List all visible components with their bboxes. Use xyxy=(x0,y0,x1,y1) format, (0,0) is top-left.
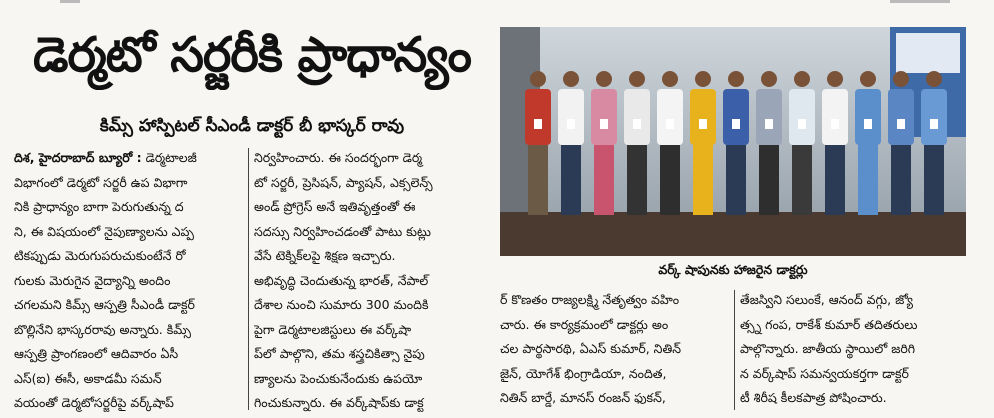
column-4-line: తేజస్విని సలుంకే, ఆనంద్ వగ్గు, జ్యో xyxy=(740,292,913,307)
person-figure xyxy=(822,71,848,215)
person-figure xyxy=(723,71,749,215)
person-figure xyxy=(690,71,716,215)
column-3-line: ర్ కొణతం రాజ్యలక్ష్మి నేతృత్వం వహిం xyxy=(500,292,680,307)
column-divider xyxy=(248,148,249,410)
person-figure xyxy=(789,71,815,215)
column-2-line: పైగా డెర్మటాలజిస్టులు ఈ వర్క్‌షా xyxy=(254,321,412,337)
column-4-line: త్స్న గంప, రాకేశ్ కుమార్ తదితరులు xyxy=(740,316,918,332)
column-2-line: గించుకున్నారు. ఈ వర్క్‌షాప్‌కు డాక్ట xyxy=(254,395,424,410)
column-2-line: టో సర్జరీ, ప్రెసిషన్, ప్యాషన్, ఎక్సలెన్స్ xyxy=(254,174,433,190)
person-figure xyxy=(591,71,617,215)
column-2-line: ప్‌లో పాల్గొని, తమ శస్త్రచికిత్సా నైపు xyxy=(254,346,425,361)
column-2-line: వేసే టెక్నిక్‌లపై శిక్షణ ఇచ్చారు. xyxy=(254,248,396,263)
column-2-line: అండ్ ప్రోగ్రెస్ అనే ఇతివృత్తంతో ఈ xyxy=(254,199,416,214)
column-3-line: నితిన్ బార్డే, మానస్ రంజన్ ఫుకన్, xyxy=(500,390,666,405)
column-2-line: దేశాల నుంచి సుమారు 300 మందికి xyxy=(254,297,429,312)
group-photo-illustration xyxy=(500,27,966,256)
person-figure xyxy=(657,71,683,215)
person-figure xyxy=(756,71,782,215)
group-photo xyxy=(500,27,966,256)
column-4-line: న వర్క్‌షాప్ సమన్వయకర్తగా డాక్టర్ xyxy=(740,365,909,381)
column-1-line: బొల్లినేని భాస్కరరావు అన్నారు. కిమ్స్ xyxy=(14,321,191,337)
person-figure xyxy=(888,71,914,215)
column-4-line: పాల్గొన్నారు. జాతీయ స్థాయిలో జరిగి xyxy=(740,341,916,356)
column-1-line: గులకు మెరుగైన వైద్యాన్ని అందిం xyxy=(14,272,171,288)
top-edge-strip xyxy=(0,0,994,6)
column-1-line: నికి ప్రాధాన్యం బాగా పెరుగుతున్న ద xyxy=(14,199,184,214)
column-2-line: నిర్వహించారు. ఈ సందర్భంగా డెర్మ xyxy=(254,150,423,165)
person-figure xyxy=(921,71,947,215)
column-2-line: సదస్సు నిర్వహించడంతో పాటు కుట్లు xyxy=(254,223,431,239)
headline: డెర్మటో సర్జరీకి ప్రాధాన్యం xyxy=(33,27,471,83)
column-1-line: ఎస్(ఐ) ఈసీ, అకాడమీ సమన్ xyxy=(14,370,162,386)
subheadline: కిమ్స్ హాస్పిటల్ సీఎండీ డాక్టర్ బీ భాస్కర్ రావు xyxy=(99,116,405,136)
column-3-line: చల పార్థసారథి, ఏఎస్ కుమార్, నితిన్ xyxy=(500,341,682,356)
article-column-2 xyxy=(254,146,487,418)
photo-caption: వర్క్ షాపునకు హాజరైన డాక్టర్లు xyxy=(658,262,808,277)
column-1-line: ని, ఈ విషయంలో నైపుణ్యాలను ఎప్ప xyxy=(14,223,194,239)
dateline: దిశ, హైదరాబాద్ బ్యూరో : xyxy=(14,150,142,165)
column-2-line: అభివృద్ధి చెందుతున్న భారత్, నేపాల్ xyxy=(254,272,429,288)
person-figure xyxy=(855,71,881,215)
column-1-line-0: దిశ, హైదరాబాద్ బ్యూరో : డెర్మటాలజీ xyxy=(14,150,197,165)
column-1-line: వయంతో డెర్మటోసర్జరీపై వర్క్‌షాప్ xyxy=(14,395,174,410)
article-column-3 xyxy=(500,288,729,418)
column-4-line: టీ శిరీష కీలకపాత్ర పోషించారు. xyxy=(740,390,887,405)
column-1-line: టికప్పుడు మెరుగుపరుచుకుంటేనే రో xyxy=(14,248,186,263)
column-2-line: ణ్యాలను పెంచుకునేందుకు ఉపయో xyxy=(254,370,423,386)
column-divider xyxy=(734,290,735,410)
article-column-1 xyxy=(14,146,243,418)
person-figure xyxy=(558,71,584,215)
column-3-line: చారు. ఈ కార్యక్రమంలో డాక్టర్లు అం xyxy=(500,316,669,332)
column-1-line: చగలమని కిమ్స్ ఆస్పత్రి సీఎండీ డాక్టర్ xyxy=(14,297,195,312)
person-figure xyxy=(525,71,551,215)
person-figure xyxy=(624,71,650,215)
article-column-4 xyxy=(740,288,968,418)
column-1-line: విభాగంలో డెర్మటో సర్జరీ ఉప విభాగా xyxy=(14,174,188,190)
column-1-line: ఆస్పత్రి ప్రాంగణంలో ఆదివారం ఏసీ xyxy=(14,346,179,361)
column-3-line: జైన్, యోగేశ్ భింగ్రాడియా, నందిత, xyxy=(500,365,667,381)
